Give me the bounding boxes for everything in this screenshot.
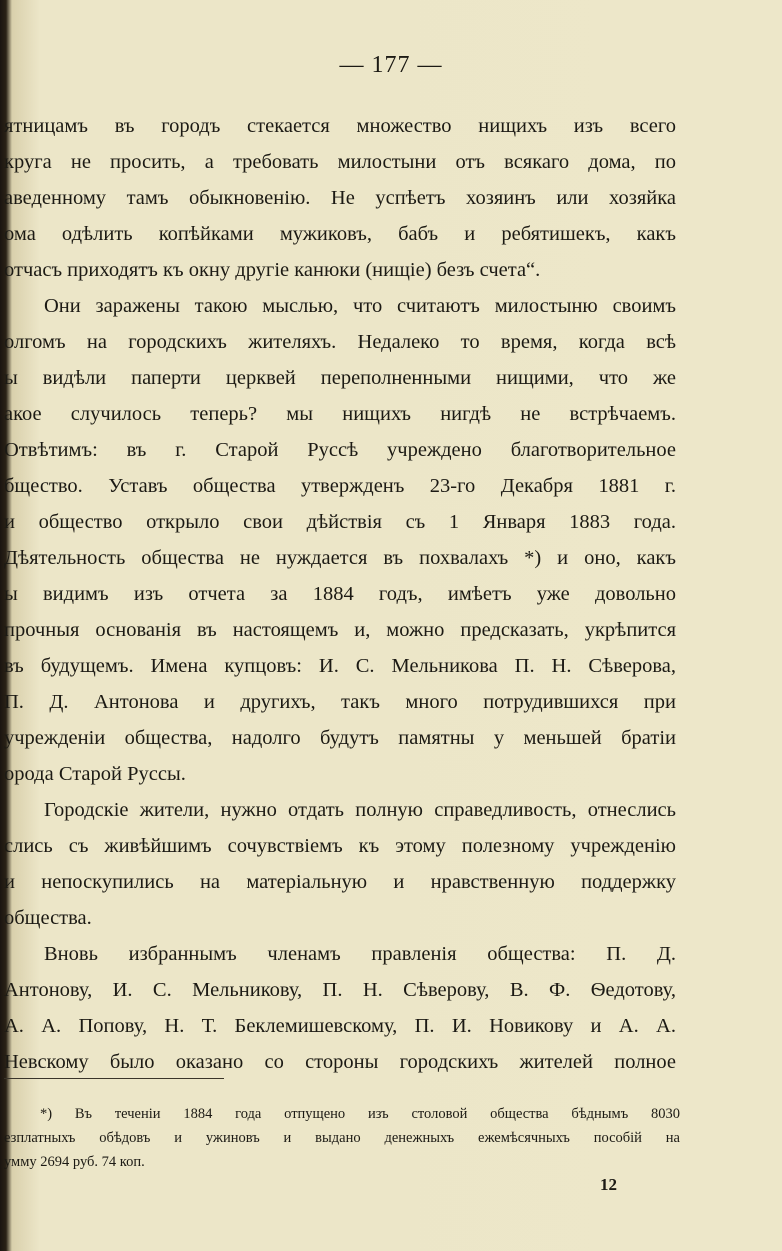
text-line: и непоскупились на матеріальную и нравственную поддержку (4, 871, 676, 893)
text-line: аведенному тамъ обыкновенію. Не успѣетъ хозяинъ или хозяйка (4, 187, 676, 209)
text-line: орода Старой Руссы. (4, 763, 186, 785)
text-line: слись съ живѣйшимъ сочувствіемъ къ этому полезному учрежденію (4, 835, 676, 857)
footnote-line: умму 2694 руб. 74 коп. (4, 1154, 145, 1170)
text-line: акое случилось теперь? мы нищихъ нигдѣ не встрѣчаемъ. (4, 403, 676, 425)
text-line: прочныя основанія въ настоящемъ и, можно предсказать, укрѣпится (4, 619, 676, 641)
text-line: П. Д. Антонова и другихъ, такъ много потрудившихся при (4, 691, 676, 713)
text-line: и общество открыло свои дѣйствія съ 1 Января 1883 года. (4, 511, 676, 533)
text-line: въ будущемъ. Имена купцовъ: И. С. Мельникова П. Н. Сѣверова, (4, 655, 676, 677)
text-line: Вновь избраннымъ членамъ правленія общества: П. Д. (44, 943, 676, 965)
text-line: ы видѣли паперти церквей переполненными нищими, что же (4, 367, 676, 389)
footnote-line: *) Въ теченіи 1884 года отпущено изъ столовой общества бѣднымъ 8030 (40, 1106, 680, 1122)
text-line: отчасъ приходятъ къ окну другіе канюки (нищіе) безъ счета“. (4, 259, 541, 281)
text-line: ятницамъ въ городъ стекается множество нищихъ изъ всего (4, 115, 676, 137)
text-line: Отвѣтимъ: въ г. Старой Руссѣ учреждено благотворительное (4, 439, 676, 461)
signature-mark: 12 (600, 1175, 617, 1194)
page-number: — 177 — (339, 52, 443, 78)
footnote-line: езплатныхъ обѣдовъ и ужиновъ и выдано денежныхъ ежемѣсячныхъ пособій на (4, 1130, 680, 1146)
text-line: круга не просить, а требовать милостыни отъ всякаго дома, по (4, 151, 676, 173)
text-line: Городскіе жители, нужно отдать полную справедливость, отнеслись (44, 799, 676, 821)
text-line: общества. (4, 907, 92, 929)
text-line: Невскому было оказано со стороны городскихъ жителей полное (4, 1051, 676, 1073)
footnote-divider (4, 1078, 224, 1079)
text-line: Дѣятельность общества не нуждается въ похвалахъ *) и оно, какъ (4, 547, 676, 569)
text-line: олгомъ на городскихъ жителяхъ. Недалеко то время, когда всѣ (4, 331, 676, 353)
text-line: Антонову, И. С. Мельникову, П. Н. Сѣверову, В. Ф. Ѳедотову, (4, 979, 676, 1001)
text-line: Они заражены такою мыслью, что считаютъ милостыню своимъ (44, 295, 676, 317)
text-line: ы видимъ изъ отчета за 1884 годъ, имѣетъ уже довольно (4, 583, 676, 605)
text-line: бщество. Уставъ общества утвержденъ 23-го Декабря 1881 г. (4, 475, 676, 497)
text-line: учрежденіи общества, надолго будутъ памятны у меньшей братіи (4, 727, 676, 749)
text-line: А. А. Попову, Н. Т. Беклемишевскому, П. И. Новикову и А. А. (4, 1015, 676, 1037)
text-line: ома одѣлить копѣйками мужиковъ, бабъ и ребятишекъ, какъ (4, 223, 676, 245)
